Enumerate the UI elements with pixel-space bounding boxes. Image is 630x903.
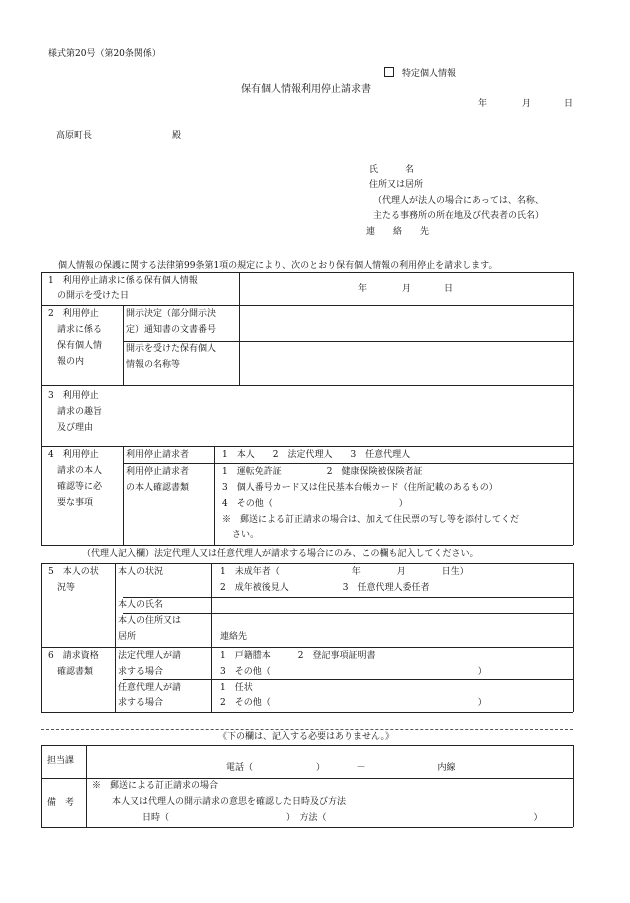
proxy-note-line2: 主たる事務所の所在地及び代表者の氏名） — [373, 211, 545, 221]
s1-year: 年 — [358, 284, 368, 294]
office-phone: 電話（ ） － 内線 — [226, 763, 456, 773]
s2-label-line3: 保有個人情 — [57, 341, 103, 351]
s4-label-line1: 4 利用停止 — [48, 450, 99, 460]
s5-label-line1: 5 本人の状 — [48, 567, 99, 577]
col-divider — [573, 563, 574, 712]
office-remarks-line3: 日時（ ） 方法（ ） — [142, 813, 543, 823]
s2-info-name-label2: 情報の名称等 — [126, 360, 181, 370]
s6-legal-option-3[interactable]: 3 その他（ ） — [220, 667, 487, 677]
row-divider — [41, 563, 573, 564]
page-title: 保有個人情報利用停止請求書 — [241, 84, 371, 95]
s5-status-option-2-3[interactable]: 2 成年被後見人 3 任意代理人委任者 — [220, 583, 430, 593]
s5-contact-label: 連絡先 — [220, 632, 248, 642]
col-divider — [123, 446, 124, 545]
s2-info-name-field[interactable] — [240, 342, 572, 384]
special-info-label: 特定個人情報 — [402, 69, 457, 79]
s3-label-line3: 及び理由 — [57, 423, 94, 433]
row-divider — [41, 446, 573, 447]
s4-note-line1: ※ 郵送による訂正請求の場合は、加えて住民票の写し等を添付してくだ — [222, 515, 520, 525]
s6-legal-label1: 法定代理人が請 — [118, 651, 182, 661]
s5-status-option-1[interactable]: 1 未成年者（ 年 月 日生） — [220, 567, 469, 577]
special-info-checkbox[interactable] — [384, 67, 394, 77]
office-table-top — [41, 745, 573, 746]
s1-label-line1: 1 利用停止請求に係る保有個人情報 — [48, 276, 198, 286]
s4-doc-option-1-2[interactable]: 1 運転免許証 2 健康保険被保険者証 — [222, 467, 423, 477]
form-number: 様式第20号（第20条関係） — [48, 49, 161, 59]
col-divider — [41, 272, 42, 545]
row-divider — [123, 463, 573, 464]
intro-text: 個人情報の保護に関する法律第99条第1項の規定により、次のとおり保有個人情報の利用停止を請求します。 — [58, 261, 498, 271]
s4-docs-label1: 利用停止請求者 — [126, 467, 190, 477]
date-month: 月 — [522, 99, 532, 109]
s2-doc-number-label2: 定）通知書の文書番号 — [126, 325, 217, 335]
s5-status-label: 本人の状況 — [118, 567, 164, 577]
cut-line — [41, 729, 573, 730]
office-col-divider — [573, 745, 574, 827]
col-divider — [41, 563, 42, 712]
applicant-contact-label: 連 絡 先 — [366, 227, 430, 237]
row-divider — [123, 679, 573, 680]
applicant-address-label: 住所又は居所 — [369, 180, 424, 190]
s5-label-line2: 況等 — [57, 583, 76, 593]
s5-address-label2: 居所 — [118, 632, 137, 642]
col-divider — [214, 446, 215, 545]
s6-legal-label2: 求する場合 — [118, 667, 164, 677]
s6-voluntary-label2: 求する場合 — [118, 698, 164, 708]
office-remarks-label: 備 考 — [47, 798, 75, 808]
s1-month: 月 — [402, 284, 412, 294]
s4-label-line2: 請求の本人 — [57, 466, 103, 476]
col-divider — [123, 305, 124, 385]
honorific: 殿 — [172, 131, 182, 141]
s6-voluntary-option-2[interactable]: 2 その他（ ） — [220, 698, 487, 708]
s4-label-line3: 確認等に必 — [57, 482, 103, 492]
s2-doc-number-field[interactable] — [240, 306, 572, 340]
s3-label-line1: 3 利用停止 — [48, 391, 99, 401]
office-col-divider — [86, 745, 87, 827]
office-table-bottom — [41, 827, 573, 828]
s4-doc-option-4[interactable]: 4 その他（ ） — [222, 499, 408, 509]
s6-voluntary-label1: 任意代理人が請 — [118, 683, 182, 693]
special-info-option[interactable] — [384, 67, 456, 79]
date-day: 日 — [564, 99, 574, 109]
s2-label-line2: 請求に係る — [57, 325, 103, 335]
s6-label-line2: 確認書類 — [57, 667, 94, 677]
s6-voluntary-option-1[interactable]: 1 任状 — [220, 683, 253, 693]
addressee: 高原町長 — [56, 131, 93, 141]
s4-requester-options[interactable]: 1 本人 2 法定代理人 3 任意代理人 — [222, 450, 411, 460]
s4-doc-option-3[interactable]: 3 個人番号カード又は住民基本台帳カード（住所記載のあるもの） — [222, 483, 498, 493]
s1-disclosure-date-field[interactable] — [240, 273, 572, 304]
s5-name-label: 本人の氏名 — [118, 600, 164, 610]
proxy-note-line1: （代理人が法人の場合にあっては、名称、 — [373, 196, 544, 206]
row-divider — [41, 647, 573, 648]
table-bottom-border — [41, 712, 573, 713]
s1-day: 日 — [444, 284, 454, 294]
s2-doc-number-label1: 開示決定（部分開示決 — [126, 309, 217, 319]
s5-address-field[interactable] — [212, 614, 572, 630]
col-divider — [573, 272, 574, 545]
s4-label-line4: 要な事項 — [57, 498, 94, 508]
office-dept-label: 担当課 — [47, 756, 75, 766]
s3-label-line2: 請求の趣旨 — [57, 407, 103, 417]
s4-docs-label2: の本人確認書類 — [126, 483, 190, 493]
s1-label-line2: の開示を受けた日 — [57, 291, 130, 301]
s2-label-line1: 2 利用停止 — [48, 309, 99, 319]
office-remarks-line1: ※ 郵送による訂正請求の場合 — [92, 781, 219, 791]
s4-note-line2: さい。 — [232, 530, 260, 540]
s5-name-field[interactable] — [212, 598, 572, 612]
s5-address-label1: 本人の住所又は — [118, 616, 182, 626]
office-remarks-line2: 本人又は代理人の開示請求の意思を確認した日時及び方法 — [112, 797, 347, 807]
office-row-divider — [41, 778, 573, 779]
office-use-notice: 《下の欄は、記入する必要はありません。》 — [218, 732, 395, 742]
s6-label-line1: 6 請求資格 — [48, 651, 99, 661]
date-year: 年 — [478, 99, 488, 109]
proxy-section-notice: （代理人記入欄）法定代理人又は任意代理人が請求する場合にのみ、この欄も記入してください。 — [82, 549, 479, 559]
s2-label-line4: 報の内 — [57, 357, 85, 367]
s6-legal-option-1-2[interactable]: 1 戸籍謄本 2 登記事項証明書 — [220, 651, 376, 661]
s3-reason-field[interactable] — [124, 386, 572, 445]
row-divider — [41, 545, 573, 546]
col-divider — [211, 563, 212, 712]
office-col-divider — [41, 745, 42, 827]
s2-info-name-label1: 開示を受けた保有個人 — [126, 344, 217, 354]
col-divider — [115, 563, 116, 712]
s4-requester-label: 利用停止請求者 — [126, 450, 190, 460]
applicant-name-label: 氏 名 — [369, 165, 415, 175]
